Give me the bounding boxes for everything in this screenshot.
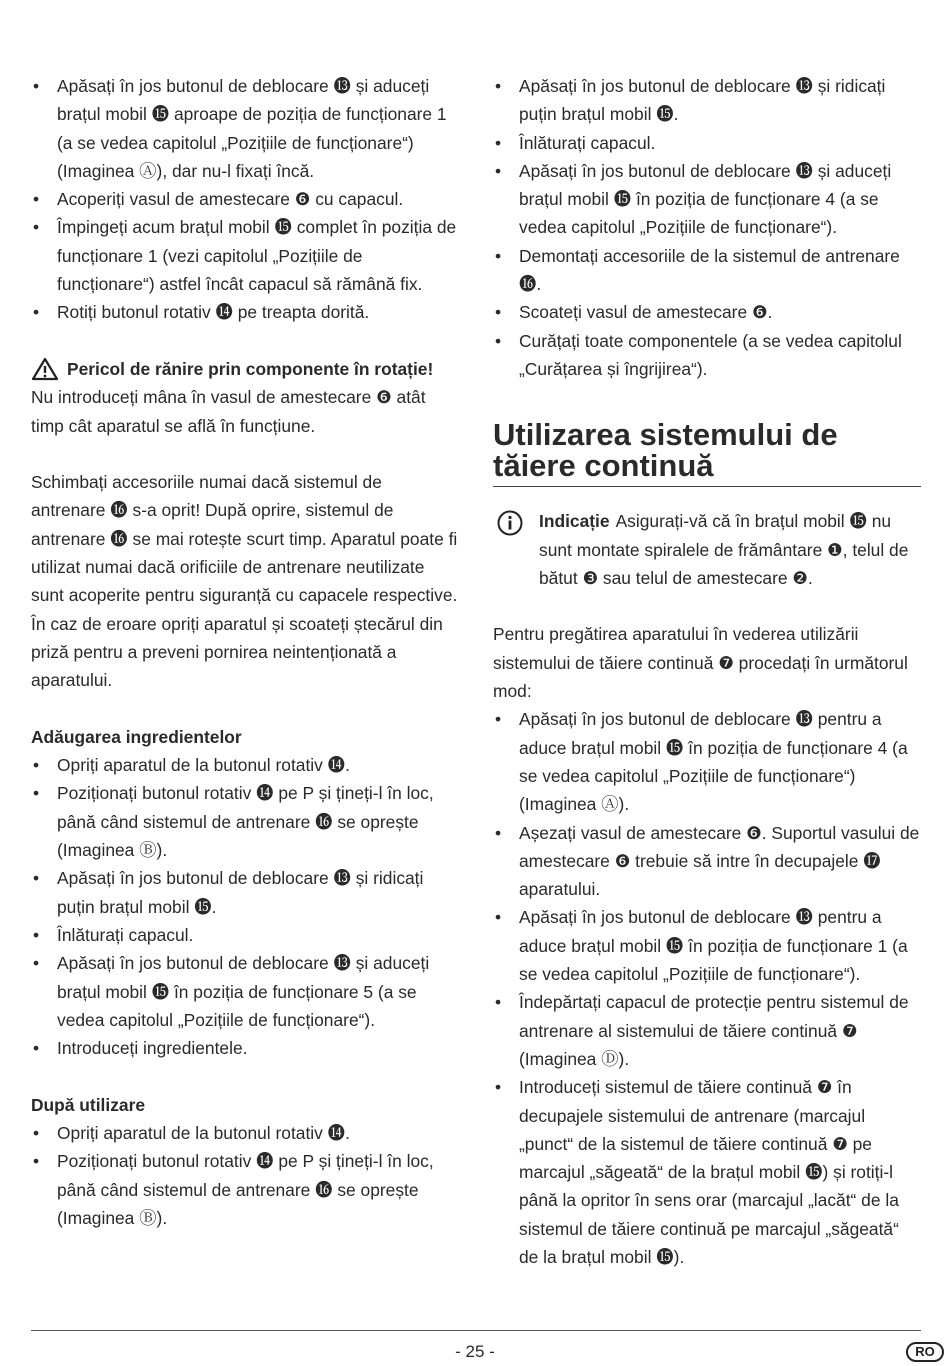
list-item: • Îndepărtați capacul de protecție pentru sistemul de antrenare al sistemului de tăiere continuă ❼ (Imaginea Ⓓ). — [493, 988, 921, 1073]
note-text: Asigurați-vă că în brațul mobil ⓯ nu sunt montate spiralele de frământare ❶, telul de bătut ❸ sau telul de amestecare ❷. — [539, 511, 909, 588]
footer-divider — [31, 1330, 921, 1331]
list-item: • Apăsați în jos butonul de deblocare ⓭ și ridicați puțin brațul mobil ⓯. — [493, 72, 921, 129]
warning-title — [31, 355, 461, 383]
list-item: • Înlăturați capacul. — [493, 129, 921, 157]
list-item: • Apăsați în jos butonul de deblocare ⓭ și aduceți brațul mobil ⓯ în poziția de funcționare 4 (a se vedea capitolul „Pozițiile de funcționare“). — [493, 157, 921, 242]
section-title: Utilizarea sistemului de tăiere continuă — [493, 419, 921, 487]
instruction-list — [493, 72, 921, 383]
instruction-list — [493, 705, 921, 1271]
list-item: • Apăsați în jos butonul de deblocare ⓭ pentru a aduce brațul mobil ⓯ în poziția de funcționare 1 (a se vedea capitolul „Pozițiile de funcționare“). — [493, 903, 921, 988]
warning-title-text: Pericol de rănire prin componente în rotație! — [67, 358, 434, 379]
subheading-after-use: După utilizare — [31, 1094, 146, 1115]
list-item: • Acoperiți vasul de amestecare ❻ cu capacul. — [31, 185, 461, 213]
list-item: • Demontați accesoriile de la sistemul de antrenare ⓰. — [493, 242, 921, 299]
paragraph: Pentru pregătirea aparatului în vederea utilizării sistemului de tăiere continuă ❼ procedați în următorul mod: — [493, 624, 908, 702]
language-badge: RO — [906, 1342, 944, 1362]
list-item: • Introduceți ingredientele. — [31, 1034, 461, 1062]
page-number: - 25 - — [455, 1342, 495, 1361]
info-icon — [497, 510, 523, 536]
list-item: • Opriți aparatul de la butonul rotativ ⓮. — [31, 1119, 461, 1147]
list-item: • Rotiți butonul rotativ ⓮ pe treapta dorită. — [31, 298, 461, 326]
list-item: • Așezați vasul de amestecare ❻. Suportul vasului de amestecare ❻ trebuie să intre în decupajele ⓱ aparatului. — [493, 819, 921, 904]
instruction-list — [31, 751, 461, 1062]
note-box — [493, 507, 921, 592]
note-label: Indicație — [539, 511, 610, 532]
list-item: • Apăsați în jos butonul de deblocare ⓭ pentru a aduce brațul mobil ⓯ în poziția de funcționare 4 (a se vedea capitolul „Pozițiile de funcționare“) (Imaginea Ⓐ). — [493, 705, 921, 818]
list-item: • Poziționați butonul rotativ ⓮ pe P și țineți-l în loc, până când sistemul de antrenare ⓰ se oprește (Imaginea Ⓑ). — [31, 779, 461, 864]
warning-text: Nu introduceți mâna în vasul de amestecare ❻ atât timp cât aparatul se află în funcțiune. — [31, 387, 426, 436]
list-item: • Introduceți sistemul de tăiere continuă ❼ în decupajele sistemului de antrenare (marcajul „punct“ de la sistemul de tăiere continuă ❼ pe marcajul „săgeată“ de la brațul mobil ⓯) și rotiți-l până la opritor în sens orar (marcajul „lacăt“ de la sistemul de tăiere continuă pe marcajul „săgeată“ de la brațul mobil ⓯). — [493, 1073, 921, 1271]
list-item: • Înlăturați capacul. — [31, 921, 461, 949]
list-item: • Curățați toate componentele (a se vedea capitolul „Curățarea și îngrijirea“). — [493, 327, 921, 384]
warning-icon — [31, 357, 59, 381]
instruction-list — [31, 72, 461, 327]
list-item: • Opriți aparatul de la butonul rotativ ⓮. — [31, 751, 461, 779]
left-column — [31, 72, 461, 1232]
list-item: • Scoateți vasul de amestecare ❻. — [493, 298, 921, 326]
paragraph: Schimbați accesoriile numai dacă sistemul de antrenare ⓰ s-a oprit! După oprire, sistemul de antrenare ⓰ se mai rotește scurt timp. Aparatul poate fi utilizat numai dacă orificiile de antrenare neutilizate sunt acoperite pentru siguranță cu capacele respective. — [31, 472, 458, 606]
list-item: • Apăsați în jos butonul de deblocare ⓭ și aduceți brațul mobil ⓯ în poziția de funcționare 5 (a se vedea capitolul „Pozițiile de funcționare“). — [31, 949, 461, 1034]
list-item: • Împingeți acum brațul mobil ⓯ complet în poziția de funcționare 1 (vezi capitolul „Pozițiile de funcționare“) astfel încât capacul să rămână fix. — [31, 213, 461, 298]
subheading-add-ingredients: Adăugarea ingredientelor — [31, 726, 242, 747]
paragraph: În caz de eroare opriți aparatul și scoateți ștecărul din priză pentru a preveni pornirea neintenționată a aparatului. — [31, 613, 443, 691]
instruction-list — [31, 1119, 461, 1232]
list-item: • Poziționați butonul rotativ ⓮ pe P și țineți-l în loc, până când sistemul de antrenare ⓰ se oprește (Imaginea Ⓑ). — [31, 1147, 461, 1232]
right-column — [493, 72, 921, 1271]
list-item: • Apăsați în jos butonul de deblocare ⓭ și ridicați puțin brațul mobil ⓯. — [31, 864, 461, 921]
list-item: • Apăsați în jos butonul de deblocare ⓭ și aduceți brațul mobil ⓯ aproape de poziția de funcționare 1 (a se vedea capitolul „Pozițiile de funcționare“) (Imaginea Ⓐ), dar nu-l fixați încă. — [31, 72, 461, 185]
